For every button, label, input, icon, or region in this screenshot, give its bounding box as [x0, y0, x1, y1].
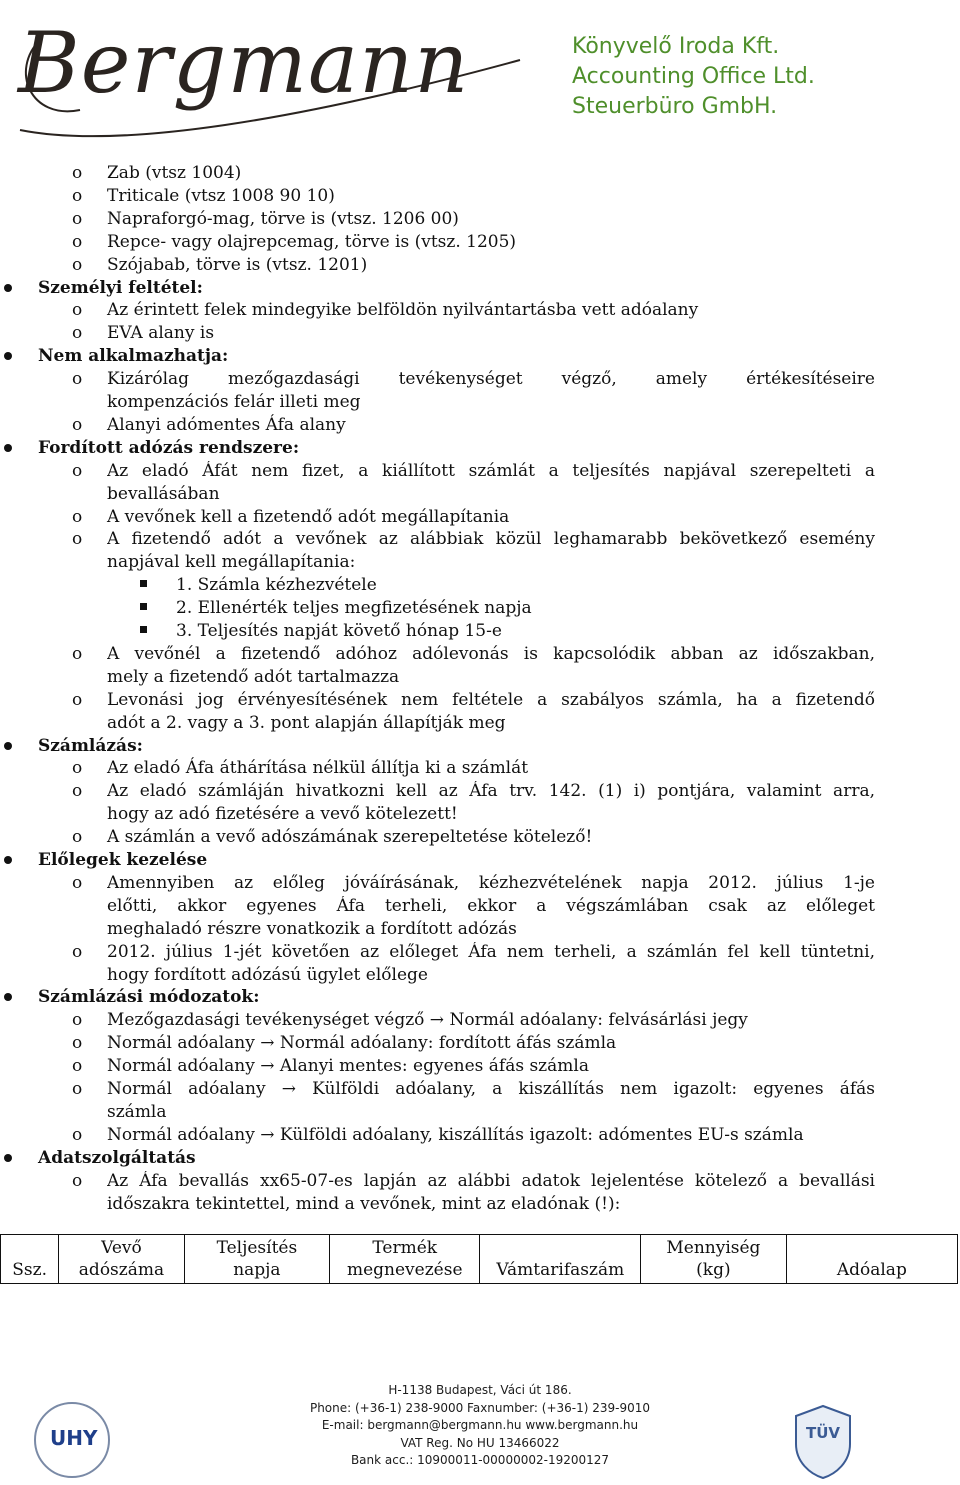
table-header-cell	[59, 1235, 184, 1284]
line-text: Az eladó Áfa áthárítása nélkül állítja ki a számlát	[107, 758, 529, 779]
circle-bullet-icon: o	[72, 323, 83, 344]
text-line	[0, 1148, 960, 1170]
text-line	[0, 873, 960, 895]
line-text: napjával kell megállapítania:	[107, 552, 356, 573]
line-text: Normál adóalany → Külföldi adóalany, kiszállítás igazolt: adómentes EU-s számla	[107, 1124, 804, 1145]
circle-bullet-icon: o	[72, 1170, 83, 1191]
text-line	[0, 758, 960, 780]
header-cell-text: (kg)	[696, 1260, 731, 1280]
bullet-icon	[4, 856, 12, 864]
line-text: 1. Számla kézhezvétele	[176, 575, 377, 596]
text-line	[0, 1171, 960, 1193]
line-text: Napraforgó-mag, törve is (vtsz. 1206 00)	[107, 208, 459, 229]
table-header-row	[1, 1235, 958, 1284]
table-header-cell	[786, 1235, 957, 1284]
footer-email-line: E-mail: bergmann@bergmann.hu www.bergmann.hu	[321, 1418, 639, 1432]
header-cell-text: Adóalap	[836, 1260, 907, 1280]
line-text: A vevőnek kell a fizetendő adót megállapítania	[107, 506, 510, 527]
text-line	[0, 598, 960, 620]
text-line	[0, 323, 960, 345]
table-header-cell	[1, 1235, 59, 1284]
text-line	[0, 804, 960, 826]
text-line	[0, 827, 960, 849]
text-line	[0, 1125, 960, 1147]
circle-bullet-icon: o	[72, 460, 83, 481]
text-line	[0, 667, 960, 689]
text-line	[0, 484, 960, 506]
circle-bullet-icon: o	[72, 1010, 83, 1031]
square-bullet-icon	[140, 626, 147, 633]
circle-bullet-icon: o	[72, 163, 83, 183]
circle-bullet-icon: o	[72, 1056, 83, 1077]
line-text: előtti, akkor egyenes Áfa terheli, ekkor a végszámlában csak az előleget	[107, 895, 875, 916]
text-line	[0, 415, 960, 437]
footer-vat-line: VAT Reg. No HU 13466022	[400, 1435, 560, 1450]
line-text: Amennyiben az előleg jóváírásának, kézhezvételének napja 2012. július 1-je	[107, 872, 875, 893]
bullet-icon	[4, 284, 12, 292]
text-line	[0, 690, 960, 712]
line-text: 2012. július 1-jét követően az előleget Áfa nem terheli, a számlán fel kell tüntetni,	[107, 941, 875, 962]
footer	[0, 1380, 960, 1485]
footer-address-line: H-1138 Budapest, Váci út 186.	[388, 1383, 572, 1397]
circle-bullet-icon: o	[72, 872, 83, 893]
circle-bullet-icon: o	[72, 208, 83, 229]
logo-swash-icon	[0, 0, 560, 160]
text-line	[0, 1033, 960, 1055]
data-report-table	[0, 1234, 958, 1284]
table-header-cell	[480, 1235, 641, 1284]
table-header-cell	[641, 1235, 787, 1284]
circle-bullet-icon: o	[72, 643, 83, 664]
line-text: Mezőgazdasági tevékenységet végző → Normál adóalany: felvásárlási jegy	[107, 1010, 748, 1031]
line-text: Zab (vtsz 1004)	[107, 163, 242, 183]
text-line	[0, 1194, 960, 1216]
line-text: Normál adóalany → Külföldi adóalany, a kiszállítás nem igazolt: egyenes áfás	[107, 1079, 875, 1099]
text-line	[0, 529, 960, 551]
text-line	[0, 300, 960, 322]
text-line	[0, 552, 960, 574]
line-text: Az eladó számláján hivatkozni kell az Áfa trv. 142. (1) i) pontjára, valamint arra,	[107, 781, 875, 802]
header-cell-text: Termék	[372, 1238, 438, 1258]
line-text: Az eladó Áfát nem fizet, a kiállított számlát a teljesítés napjával szerepelteti a	[107, 460, 875, 481]
square-bullet-icon	[140, 603, 147, 610]
text-line	[0, 713, 960, 735]
circle-bullet-icon: o	[72, 506, 83, 527]
tuv-text: TÜV	[805, 1424, 841, 1442]
text-line	[0, 575, 960, 597]
text-line	[0, 438, 960, 460]
text-line	[0, 965, 960, 987]
text-line	[0, 186, 960, 208]
text-line	[0, 369, 960, 391]
line-text: Az érintett felek mindegyike belföldön nyilvántartásba vett adóalany	[107, 300, 699, 321]
company-names	[572, 32, 815, 122]
header-cell-text: Ssz.	[12, 1260, 47, 1280]
line-text: A számlán a vevő adószámának szerepeltetése kötelező!	[107, 827, 593, 848]
letterhead	[0, 0, 960, 160]
text-line	[0, 392, 960, 414]
line-text: Triticale (vtsz 1008 90 10)	[107, 185, 335, 206]
line-text: számla	[107, 1101, 167, 1122]
text-line	[0, 255, 960, 277]
circle-bullet-icon: o	[72, 827, 83, 848]
line-text: hogy fordított adózású ügylet előlege	[107, 964, 428, 985]
text-line	[0, 942, 960, 964]
line-text: meghaladó részre vonatkozik a fordított adózás	[107, 918, 517, 939]
footer-phone-line: Phone: (+36-1) 238-9000 Faxnumber: (+36-1) 239-9010	[309, 1400, 651, 1415]
line-text: Az Áfa bevallás xx65-07-es lapján az alábbi adatok lejelentése kötelező a bevallási	[107, 1170, 875, 1191]
bullet-icon	[4, 993, 12, 1001]
line-text: mely a fizetendő adót tartalmazza	[107, 666, 400, 687]
text-line	[0, 1010, 960, 1032]
text-line	[0, 736, 960, 758]
circle-bullet-icon: o	[72, 941, 83, 962]
text-line	[0, 850, 960, 872]
line-text: Előlegek kezelése	[38, 850, 208, 870]
line-text: Számlázás:	[38, 735, 143, 756]
company-name-en: Accounting Office Ltd.	[572, 64, 815, 89]
line-text: Normál adóalany → Normál adóalany: fordított áfás számla	[107, 1033, 617, 1054]
line-text: bevallásában	[107, 483, 220, 504]
line-text: EVA alany is	[107, 323, 215, 344]
line-text: A fizetendő adót a vevőnek az alábbiak közül leghamarabb bekövetkező esemény	[107, 529, 875, 550]
line-text: Fordított adózás rendszere:	[38, 437, 300, 458]
header-cell-text: Vámtarifaszám	[496, 1260, 625, 1280]
circle-bullet-icon: o	[72, 185, 83, 206]
square-bullet-icon	[140, 580, 147, 587]
line-text: A vevőnél a fizetendő adóhoz adólevonás is kapcsolódik abban az időszakban,	[107, 643, 875, 664]
bullet-icon	[4, 742, 12, 750]
text-line	[0, 346, 960, 368]
line-text: Számlázási módozatok:	[38, 987, 260, 1008]
circle-bullet-icon: o	[72, 781, 83, 802]
text-line	[0, 232, 960, 254]
circle-bullet-icon: o	[72, 758, 83, 779]
circle-bullet-icon: o	[72, 689, 83, 710]
bergmann-logo: Bergmann	[18, 14, 470, 112]
bullet-icon	[4, 444, 12, 452]
header-cell-text: Vevő	[101, 1238, 142, 1258]
text-line	[0, 781, 960, 803]
circle-bullet-icon: o	[72, 254, 83, 275]
table-header-cell	[184, 1235, 329, 1284]
uhy-logo-text: UHY	[50, 1426, 98, 1450]
circle-bullet-icon: o	[72, 1079, 83, 1099]
company-name-de: Steuerbüro GmbH.	[572, 94, 778, 119]
footer-bank-line: Bank acc.: 10900011-00000002-19200127	[350, 1453, 610, 1467]
text-line	[0, 919, 960, 941]
text-line	[0, 278, 960, 300]
line-text: Normál adóalany → Alanyi mentes: egyenes áfás számla	[107, 1056, 589, 1077]
circle-bullet-icon: o	[72, 1033, 83, 1054]
line-text: adót a 2. vagy a 3. pont alapján állapítják meg	[107, 712, 506, 733]
text-line	[0, 163, 960, 185]
header-cell-text: adószáma	[78, 1260, 165, 1280]
text-line	[0, 507, 960, 529]
text-line	[0, 1056, 960, 1078]
line-text: Szójabab, törve is (vtsz. 1201)	[107, 254, 368, 275]
text-line	[0, 461, 960, 483]
circle-bullet-icon: o	[72, 300, 83, 321]
bullet-icon	[4, 352, 12, 360]
header-cell-text: napja	[233, 1260, 281, 1280]
line-text: 3. Teljesítés napját követő hónap 15-e	[176, 621, 502, 641]
text-line	[0, 644, 960, 666]
bullet-icon	[4, 1154, 12, 1162]
header-cell-text: Mennyiség	[666, 1238, 761, 1258]
line-text: Repce- vagy olajrepcemag, törve is (vtsz. 1205)	[107, 231, 517, 252]
circle-bullet-icon: o	[72, 529, 83, 550]
header-cell-text: Teljesítés	[216, 1238, 298, 1258]
line-text: Kizárólag mezőgazdasági tevékenységet végző, amely értékesítéseire	[107, 369, 875, 390]
circle-bullet-icon: o	[72, 231, 83, 252]
line-text: Alanyi adómentes Áfa alany	[107, 414, 346, 435]
text-line	[0, 1079, 960, 1101]
line-text: Adatszolgáltatás	[38, 1147, 196, 1168]
line-text: Levonási jog érvényesítésének nem feltétele a szabályos számla, ha a fizetendő	[107, 689, 875, 710]
text-line	[0, 987, 960, 1009]
line-text: kompenzációs felár illeti meg	[107, 392, 361, 412]
line-text: hogy az adó fizetésére a vevő kötelezett!	[107, 804, 458, 825]
circle-bullet-icon: o	[72, 414, 83, 435]
text-line	[0, 1102, 960, 1124]
line-text: Nem alkalmazhatja:	[38, 346, 229, 367]
text-line	[0, 209, 960, 231]
header-cell-text: megnevezése	[346, 1260, 463, 1280]
company-name-hu: Könyvelő Iroda Kft.	[572, 34, 780, 59]
text-line	[0, 896, 960, 918]
line-text: 2. Ellenérték teljes megfizetésének napja	[176, 598, 532, 619]
circle-bullet-icon: o	[72, 1124, 83, 1145]
table-header-cell	[330, 1235, 480, 1284]
line-text: Személyi feltétel:	[38, 277, 203, 298]
text-line	[0, 621, 960, 643]
tuv-certification-icon	[792, 1404, 854, 1480]
circle-bullet-icon: o	[72, 369, 83, 390]
line-text: időszakra tekintettel, mind a vevőnek, mint az eladónak (!):	[107, 1193, 621, 1214]
